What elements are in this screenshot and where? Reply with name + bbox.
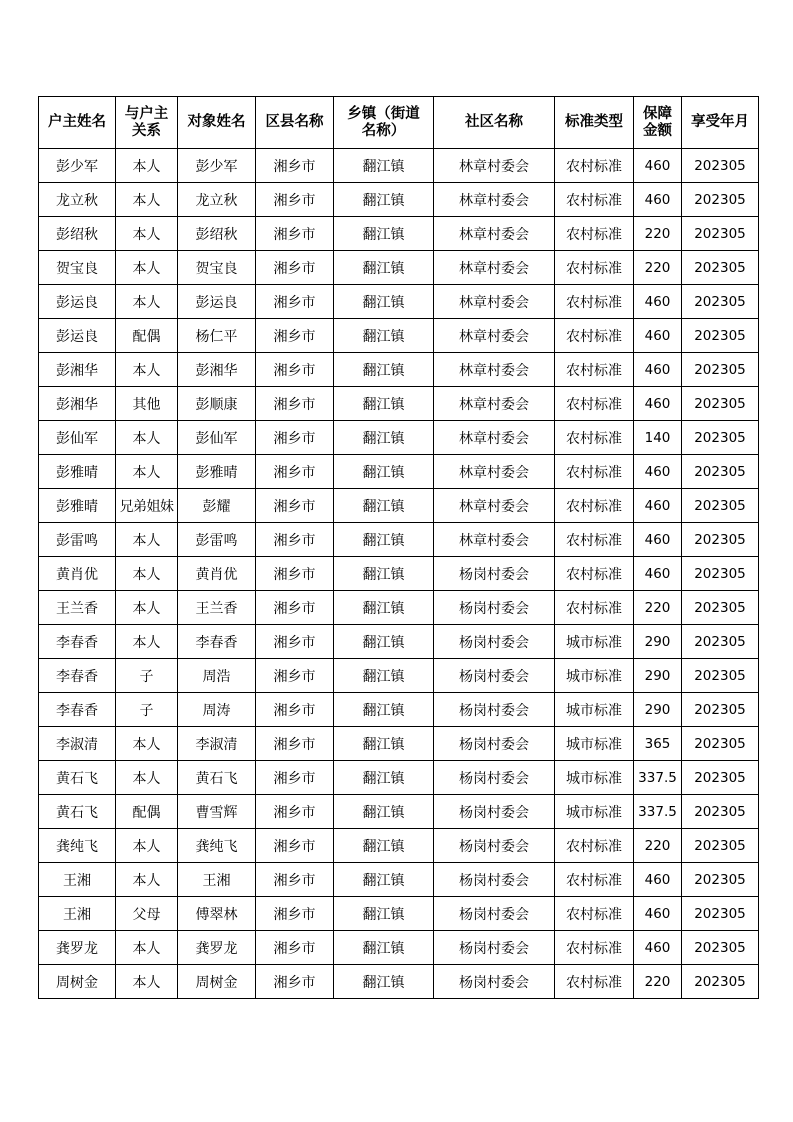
relation-cell: 本人: [116, 183, 178, 217]
householder-name-cell: 彭运良: [39, 285, 116, 319]
relation-cell: 本人: [116, 931, 178, 965]
table-row: [39, 149, 759, 183]
amount-cell: 337.5: [634, 761, 682, 795]
standard-type-cell: 农村标准: [555, 251, 634, 285]
householder-name-cell: 彭运良: [39, 319, 116, 353]
relation-cell: 本人: [116, 455, 178, 489]
table-row: [39, 591, 759, 625]
benefit-month-cell: 202305: [682, 557, 759, 591]
table-row: [39, 659, 759, 693]
community-cell: 杨岗村委会: [434, 931, 555, 965]
standard-type-cell: 农村标准: [555, 285, 634, 319]
recipient-name-cell: 彭雅晴: [178, 455, 256, 489]
amount-cell: 220: [634, 217, 682, 251]
standard-type-cell: 农村标准: [555, 863, 634, 897]
recipient-name-cell: 王兰香: [178, 591, 256, 625]
benefit-month-cell: 202305: [682, 285, 759, 319]
standard-type-cell: 农村标准: [555, 183, 634, 217]
header-householder-name: 户主姓名: [39, 97, 116, 149]
community-cell: 林章村委会: [434, 489, 555, 523]
amount-cell: 460: [634, 863, 682, 897]
township-cell: 翻江镇: [334, 217, 434, 251]
amount-cell: 337.5: [634, 795, 682, 829]
relation-cell: 本人: [116, 625, 178, 659]
recipient-name-cell: 彭仙军: [178, 421, 256, 455]
amount-cell: 460: [634, 897, 682, 931]
community-cell: 杨岗村委会: [434, 557, 555, 591]
recipient-name-cell: 李春香: [178, 625, 256, 659]
table-row: [39, 353, 759, 387]
relation-cell: 本人: [116, 251, 178, 285]
county-cell: 湘乡市: [256, 727, 334, 761]
relation-cell: 本人: [116, 727, 178, 761]
benefit-month-cell: 202305: [682, 931, 759, 965]
amount-cell: 290: [634, 693, 682, 727]
county-cell: 湘乡市: [256, 217, 334, 251]
householder-name-cell: 彭雅晴: [39, 455, 116, 489]
relation-cell: 本人: [116, 421, 178, 455]
township-cell: 翻江镇: [334, 761, 434, 795]
amount-cell: 220: [634, 965, 682, 999]
amount-cell: 460: [634, 285, 682, 319]
householder-name-cell: 彭雷鸣: [39, 523, 116, 557]
standard-type-cell: 农村标准: [555, 455, 634, 489]
amount-cell: 220: [634, 251, 682, 285]
township-cell: 翻江镇: [334, 897, 434, 931]
recipient-name-cell: 傅翠林: [178, 897, 256, 931]
table-row: [39, 625, 759, 659]
standard-type-cell: 农村标准: [555, 421, 634, 455]
relation-cell: 父母: [116, 897, 178, 931]
householder-name-cell: 李春香: [39, 625, 116, 659]
header-relation-line-1: 与户主: [124, 105, 169, 122]
county-cell: 湘乡市: [256, 421, 334, 455]
township-cell: 翻江镇: [334, 523, 434, 557]
standard-type-cell: 农村标准: [555, 387, 634, 421]
table-row: [39, 931, 759, 965]
relation-cell: 本人: [116, 863, 178, 897]
standard-type-cell: 农村标准: [555, 149, 634, 183]
standard-type-cell: 农村标准: [555, 965, 634, 999]
county-cell: 湘乡市: [256, 693, 334, 727]
relation-cell: 本人: [116, 761, 178, 795]
relation-cell: 本人: [116, 285, 178, 319]
township-cell: 翻江镇: [334, 557, 434, 591]
benefit-month-cell: 202305: [682, 149, 759, 183]
recipient-name-cell: 彭运良: [178, 285, 256, 319]
county-cell: 湘乡市: [256, 931, 334, 965]
county-cell: 湘乡市: [256, 523, 334, 557]
householder-name-cell: 彭雅晴: [39, 489, 116, 523]
standard-type-cell: 农村标准: [555, 319, 634, 353]
county-cell: 湘乡市: [256, 353, 334, 387]
householder-name-cell: 王湘: [39, 863, 116, 897]
recipient-name-cell: 彭耀: [178, 489, 256, 523]
township-cell: 翻江镇: [334, 319, 434, 353]
amount-cell: 460: [634, 183, 682, 217]
community-cell: 林章村委会: [434, 421, 555, 455]
county-cell: 湘乡市: [256, 557, 334, 591]
township-cell: 翻江镇: [334, 251, 434, 285]
table-row: [39, 829, 759, 863]
community-cell: 杨岗村委会: [434, 761, 555, 795]
county-cell: 湘乡市: [256, 761, 334, 795]
householder-name-cell: 李春香: [39, 693, 116, 727]
relation-cell: 本人: [116, 591, 178, 625]
standard-type-cell: 农村标准: [555, 591, 634, 625]
header-township: [334, 97, 434, 149]
township-cell: 翻江镇: [334, 387, 434, 421]
community-cell: 杨岗村委会: [434, 727, 555, 761]
benefit-month-cell: 202305: [682, 761, 759, 795]
householder-name-cell: 龙立秋: [39, 183, 116, 217]
table-row: [39, 557, 759, 591]
community-cell: 林章村委会: [434, 523, 555, 557]
community-cell: 林章村委会: [434, 217, 555, 251]
standard-type-cell: 农村标准: [555, 829, 634, 863]
table-row: [39, 761, 759, 795]
county-cell: 湘乡市: [256, 659, 334, 693]
standard-type-cell: 农村标准: [555, 931, 634, 965]
standard-type-cell: 城市标准: [555, 727, 634, 761]
householder-name-cell: 彭湘华: [39, 387, 116, 421]
standard-type-cell: 城市标准: [555, 659, 634, 693]
benefit-month-cell: 202305: [682, 659, 759, 693]
county-cell: 湘乡市: [256, 795, 334, 829]
township-cell: 翻江镇: [334, 659, 434, 693]
householder-name-cell: 王湘: [39, 897, 116, 931]
header-relation-line-2: 关系: [132, 122, 161, 139]
benefit-month-cell: 202305: [682, 523, 759, 557]
county-cell: 湘乡市: [256, 285, 334, 319]
county-cell: 湘乡市: [256, 829, 334, 863]
table-row: [39, 455, 759, 489]
table-row: [39, 523, 759, 557]
county-cell: 湘乡市: [256, 183, 334, 217]
county-cell: 湘乡市: [256, 319, 334, 353]
householder-name-cell: 李春香: [39, 659, 116, 693]
householder-name-cell: 黄石飞: [39, 795, 116, 829]
community-cell: 杨岗村委会: [434, 693, 555, 727]
table-row: [39, 421, 759, 455]
amount-cell: 140: [634, 421, 682, 455]
township-cell: 翻江镇: [334, 353, 434, 387]
benefit-month-cell: 202305: [682, 829, 759, 863]
amount-cell: 220: [634, 829, 682, 863]
amount-cell: 460: [634, 557, 682, 591]
recipient-name-cell: 彭雷鸣: [178, 523, 256, 557]
relation-cell: 其他: [116, 387, 178, 421]
householder-name-cell: 彭仙军: [39, 421, 116, 455]
recipient-name-cell: 彭绍秋: [178, 217, 256, 251]
table-body: [39, 149, 759, 999]
standard-type-cell: 农村标准: [555, 353, 634, 387]
standard-type-cell: 城市标准: [555, 795, 634, 829]
relation-cell: 本人: [116, 965, 178, 999]
relation-cell: 子: [116, 693, 178, 727]
county-cell: 湘乡市: [256, 149, 334, 183]
householder-name-cell: 黄石飞: [39, 761, 116, 795]
benefit-month-cell: 202305: [682, 489, 759, 523]
householder-name-cell: 龚纯飞: [39, 829, 116, 863]
benefit-month-cell: 202305: [682, 727, 759, 761]
township-cell: 翻江镇: [334, 591, 434, 625]
relation-cell: 本人: [116, 523, 178, 557]
benefit-month-cell: 202305: [682, 591, 759, 625]
householder-name-cell: 彭湘华: [39, 353, 116, 387]
standard-type-cell: 农村标准: [555, 489, 634, 523]
amount-cell: 460: [634, 387, 682, 421]
header-standard-type: 标准类型: [555, 97, 634, 149]
community-cell: 林章村委会: [434, 285, 555, 319]
community-cell: 林章村委会: [434, 149, 555, 183]
relation-cell: 本人: [116, 353, 178, 387]
recipient-name-cell: 彭湘华: [178, 353, 256, 387]
recipient-name-cell: 曹雪辉: [178, 795, 256, 829]
benefit-month-cell: 202305: [682, 863, 759, 897]
relation-cell: 本人: [116, 829, 178, 863]
recipient-name-cell: 龚纯飞: [178, 829, 256, 863]
standard-type-cell: 农村标准: [555, 897, 634, 931]
benefit-month-cell: 202305: [682, 965, 759, 999]
table-row: [39, 183, 759, 217]
community-cell: 杨岗村委会: [434, 829, 555, 863]
benefit-month-cell: 202305: [682, 693, 759, 727]
amount-cell: 460: [634, 353, 682, 387]
community-cell: 杨岗村委会: [434, 625, 555, 659]
community-cell: 杨岗村委会: [434, 863, 555, 897]
township-cell: 翻江镇: [334, 421, 434, 455]
benefit-month-cell: 202305: [682, 217, 759, 251]
relation-cell: 配偶: [116, 795, 178, 829]
table-row: [39, 795, 759, 829]
table-row: [39, 693, 759, 727]
header-recipient-name: 对象姓名: [178, 97, 256, 149]
township-cell: 翻江镇: [334, 285, 434, 319]
recipient-name-cell: 龙立秋: [178, 183, 256, 217]
benefit-month-cell: 202305: [682, 319, 759, 353]
township-cell: 翻江镇: [334, 931, 434, 965]
table-row: [39, 387, 759, 421]
community-cell: 杨岗村委会: [434, 659, 555, 693]
householder-name-cell: 彭绍秋: [39, 217, 116, 251]
householder-name-cell: 黄肖优: [39, 557, 116, 591]
community-cell: 杨岗村委会: [434, 965, 555, 999]
community-cell: 林章村委会: [434, 251, 555, 285]
recipient-name-cell: 周树金: [178, 965, 256, 999]
relation-cell: 兄弟姐妹: [116, 489, 178, 523]
amount-cell: 460: [634, 523, 682, 557]
county-cell: 湘乡市: [256, 965, 334, 999]
header-amount-line-2: 金额: [643, 122, 672, 139]
header-township-line-2: 名称）: [361, 122, 406, 139]
relation-cell: 配偶: [116, 319, 178, 353]
recipient-name-cell: 黄肖优: [178, 557, 256, 591]
standard-type-cell: 农村标准: [555, 523, 634, 557]
benefit-month-cell: 202305: [682, 455, 759, 489]
recipient-name-cell: 周涛: [178, 693, 256, 727]
table-row: [39, 727, 759, 761]
community-cell: 林章村委会: [434, 387, 555, 421]
amount-cell: 460: [634, 931, 682, 965]
county-cell: 湘乡市: [256, 863, 334, 897]
table-row: [39, 489, 759, 523]
relation-cell: 本人: [116, 217, 178, 251]
amount-cell: 460: [634, 455, 682, 489]
amount-cell: 365: [634, 727, 682, 761]
householder-name-cell: 周树金: [39, 965, 116, 999]
recipient-name-cell: 王湘: [178, 863, 256, 897]
standard-type-cell: 城市标准: [555, 693, 634, 727]
relation-cell: 子: [116, 659, 178, 693]
amount-cell: 220: [634, 591, 682, 625]
table-row: [39, 965, 759, 999]
householder-name-cell: 龚罗龙: [39, 931, 116, 965]
county-cell: 湘乡市: [256, 489, 334, 523]
standard-type-cell: 城市标准: [555, 625, 634, 659]
township-cell: 翻江镇: [334, 455, 434, 489]
header-community-name: 社区名称: [434, 97, 555, 149]
householder-name-cell: 王兰香: [39, 591, 116, 625]
table-row: [39, 285, 759, 319]
county-cell: 湘乡市: [256, 625, 334, 659]
table-row: [39, 251, 759, 285]
benefit-month-cell: 202305: [682, 421, 759, 455]
header-amount: [634, 97, 682, 149]
benefit-month-cell: 202305: [682, 795, 759, 829]
benefit-month-cell: 202305: [682, 625, 759, 659]
standard-type-cell: 农村标准: [555, 557, 634, 591]
header-county-name: 区县名称: [256, 97, 334, 149]
township-cell: 翻江镇: [334, 149, 434, 183]
township-cell: 翻江镇: [334, 863, 434, 897]
benefit-month-cell: 202305: [682, 251, 759, 285]
community-cell: 杨岗村委会: [434, 795, 555, 829]
community-cell: 杨岗村委会: [434, 897, 555, 931]
community-cell: 杨岗村委会: [434, 591, 555, 625]
community-cell: 林章村委会: [434, 455, 555, 489]
recipient-name-cell: 李淑清: [178, 727, 256, 761]
community-cell: 林章村委会: [434, 353, 555, 387]
header-benefit-month: 享受年月: [682, 97, 759, 149]
standard-type-cell: 城市标准: [555, 761, 634, 795]
township-cell: 翻江镇: [334, 965, 434, 999]
recipient-name-cell: 周浩: [178, 659, 256, 693]
county-cell: 湘乡市: [256, 251, 334, 285]
standard-type-cell: 农村标准: [555, 217, 634, 251]
amount-cell: 460: [634, 319, 682, 353]
recipient-name-cell: 贺宝良: [178, 251, 256, 285]
table-row: [39, 319, 759, 353]
amount-cell: 460: [634, 149, 682, 183]
benefit-month-cell: 202305: [682, 353, 759, 387]
township-cell: 翻江镇: [334, 693, 434, 727]
township-cell: 翻江镇: [334, 625, 434, 659]
recipient-name-cell: 黄石飞: [178, 761, 256, 795]
community-cell: 林章村委会: [434, 319, 555, 353]
county-cell: 湘乡市: [256, 455, 334, 489]
county-cell: 湘乡市: [256, 897, 334, 931]
header-row: [39, 97, 759, 149]
township-cell: 翻江镇: [334, 829, 434, 863]
header-amount-line-1: 保障: [643, 105, 672, 122]
householder-name-cell: 彭少军: [39, 149, 116, 183]
relation-cell: 本人: [116, 557, 178, 591]
amount-cell: 290: [634, 659, 682, 693]
householder-name-cell: 李淑清: [39, 727, 116, 761]
table-row: [39, 897, 759, 931]
township-cell: 翻江镇: [334, 183, 434, 217]
recipient-name-cell: 龚罗龙: [178, 931, 256, 965]
benefit-month-cell: 202305: [682, 897, 759, 931]
recipient-name-cell: 彭顺康: [178, 387, 256, 421]
header-relation: [116, 97, 178, 149]
benefit-month-cell: 202305: [682, 183, 759, 217]
township-cell: 翻江镇: [334, 727, 434, 761]
header-township-line-1: 乡镇（街道: [347, 105, 420, 122]
county-cell: 湘乡市: [256, 387, 334, 421]
householder-name-cell: 贺宝良: [39, 251, 116, 285]
table-header: [39, 97, 759, 149]
table-row: [39, 863, 759, 897]
table-row: [39, 217, 759, 251]
relation-cell: 本人: [116, 149, 178, 183]
recipient-name-cell: 彭少军: [178, 149, 256, 183]
benefit-month-cell: 202305: [682, 387, 759, 421]
county-cell: 湘乡市: [256, 591, 334, 625]
township-cell: 翻江镇: [334, 795, 434, 829]
subsistence-allowance-table: [38, 96, 759, 999]
amount-cell: 290: [634, 625, 682, 659]
recipient-name-cell: 杨仁平: [178, 319, 256, 353]
community-cell: 林章村委会: [434, 183, 555, 217]
amount-cell: 460: [634, 489, 682, 523]
township-cell: 翻江镇: [334, 489, 434, 523]
